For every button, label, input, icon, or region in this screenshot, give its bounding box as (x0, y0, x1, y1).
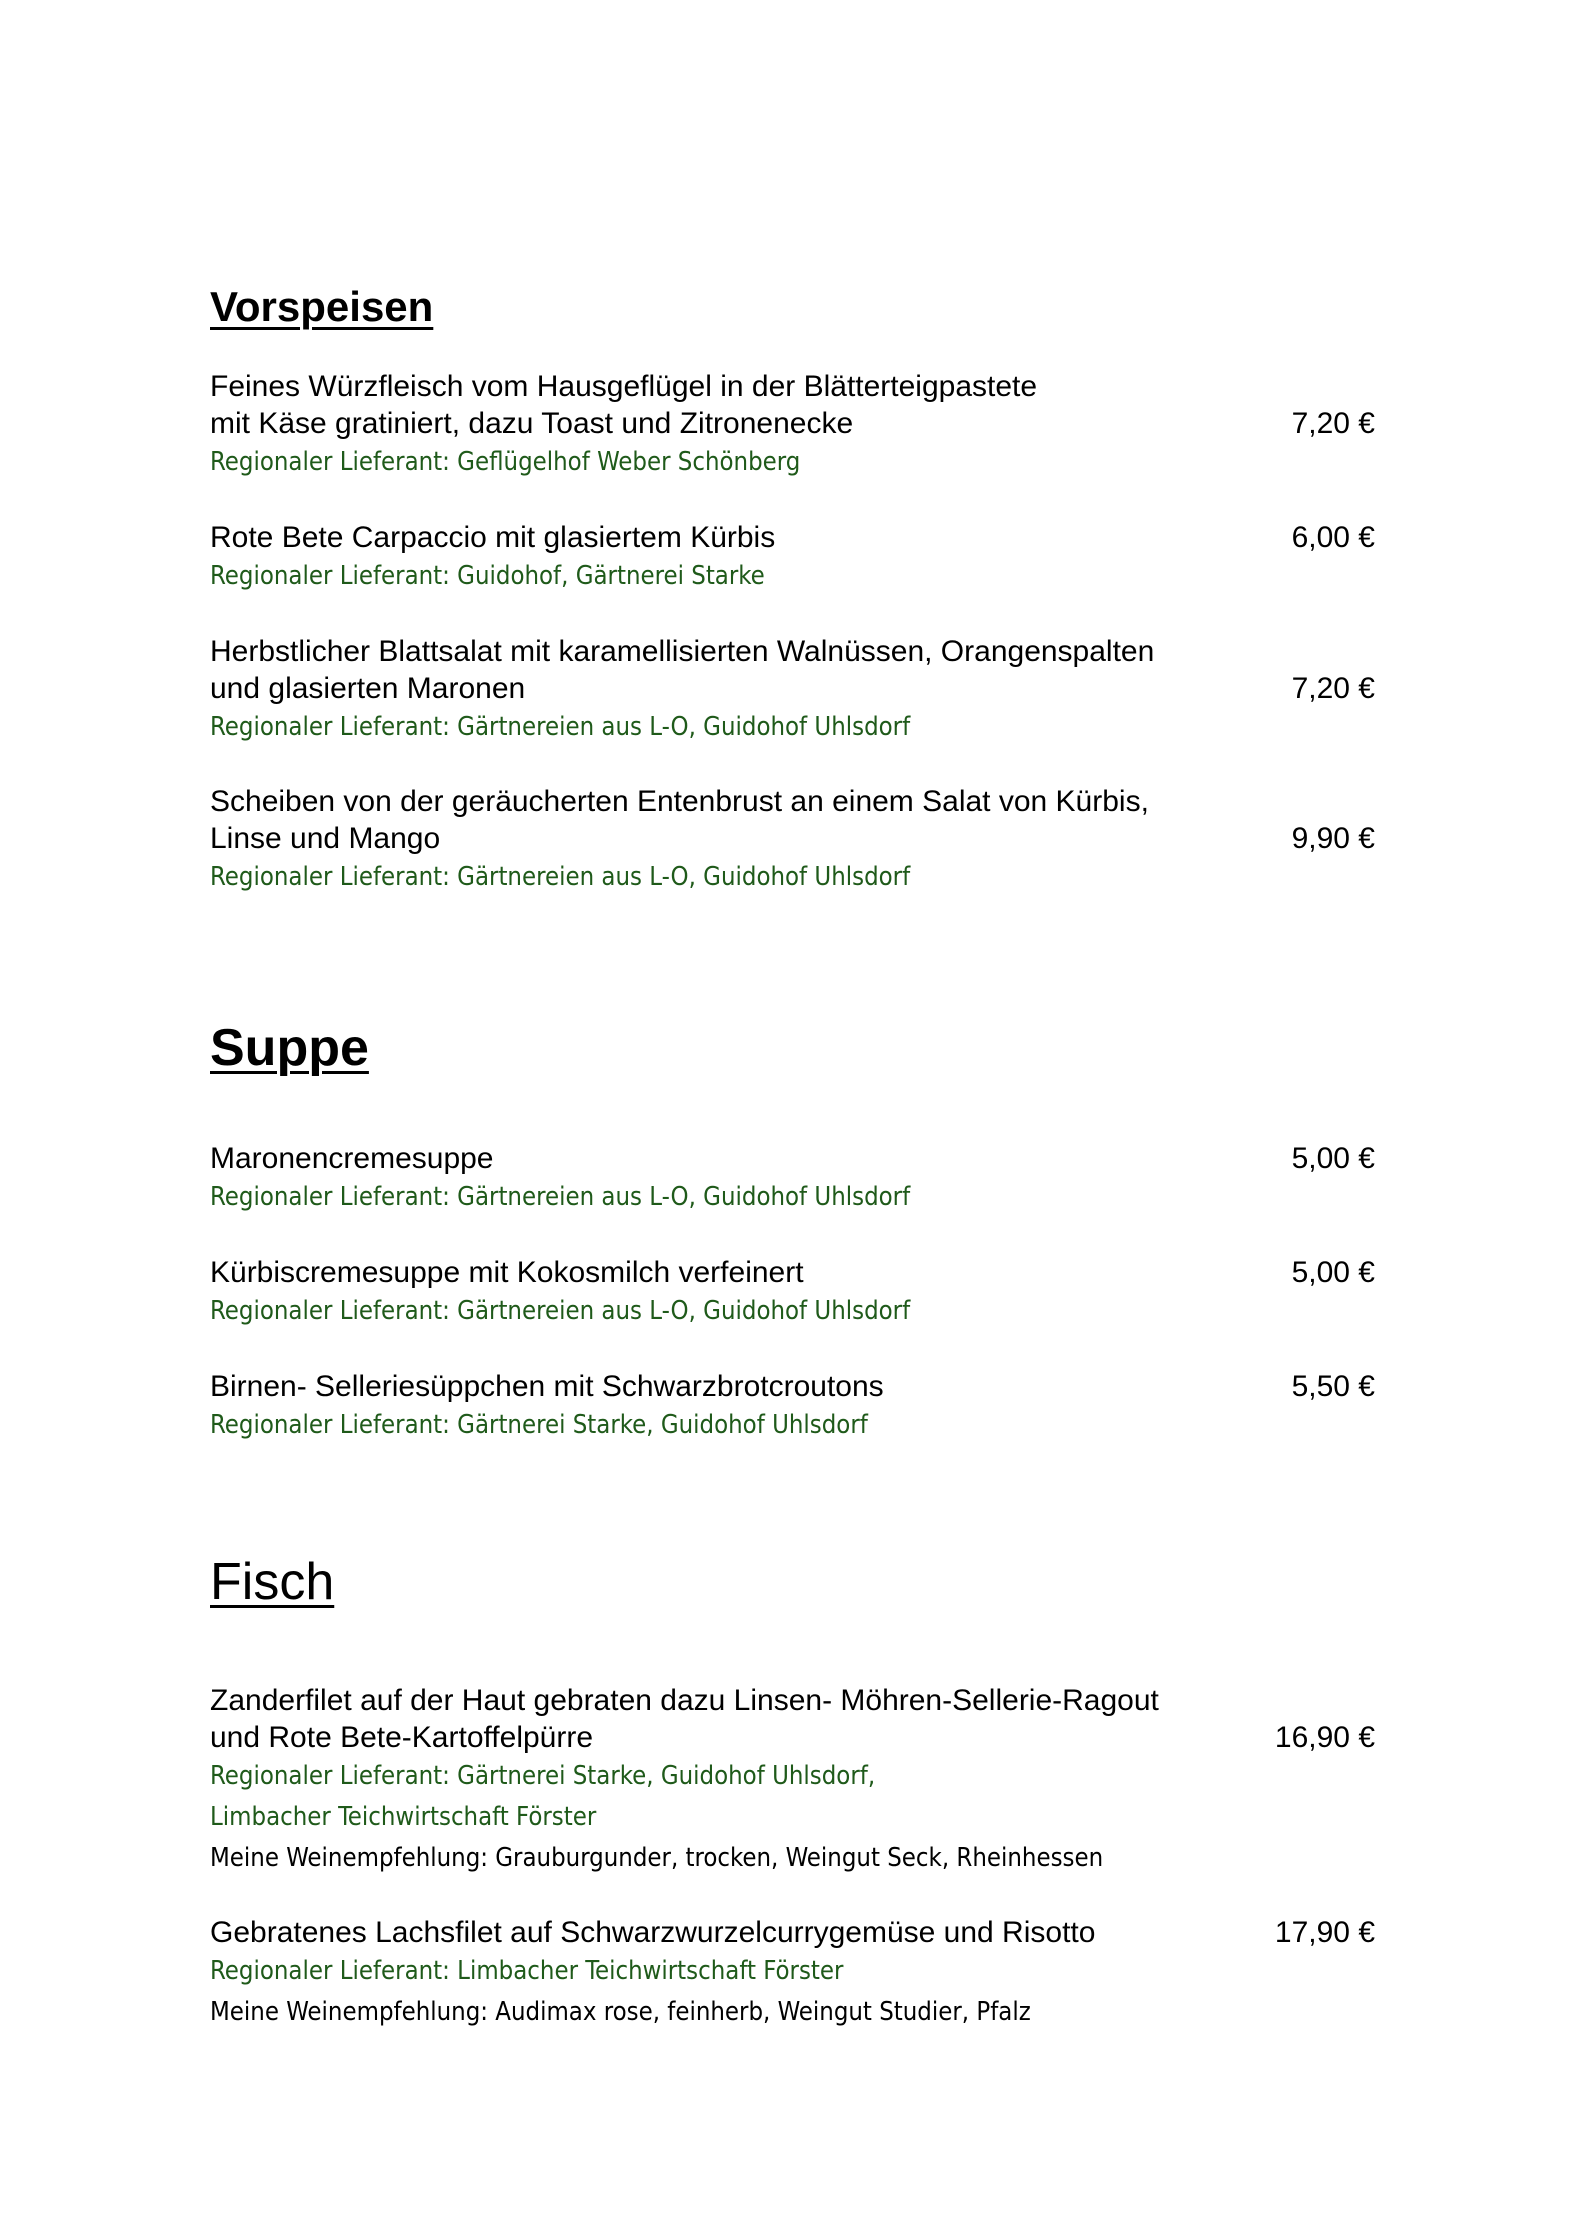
menu-item-row (210, 633, 1375, 707)
menu-item-row (210, 1682, 1375, 1756)
dish-description: und glasierten Maronen (210, 672, 526, 705)
menu-item (210, 1914, 1375, 2033)
dish-description: Gebratenes Lachsfilet auf Schwarzwurzelcurrygemüse und Risotto (210, 1916, 1096, 1949)
dish-description: Zanderfilet auf der Haut gebraten dazu Linsen- Möhren-Sellerie-Ragout (210, 1684, 1159, 1717)
dish-price: 5,00 € (1291, 1256, 1375, 1289)
dish-description: Birnen- Selleriesüppchen mit Schwarzbrotcroutons (210, 1370, 884, 1403)
section-title-suppe: Suppe (210, 1019, 369, 1077)
menu-item (210, 783, 1375, 898)
dish-description: und Rote Bete-Kartoffelpürre (210, 1721, 594, 1754)
supplier-note: Regionaler Lieferant: Limbacher Teichwirtschaft Förster (210, 1956, 844, 1986)
dish-description: Linse und Mango (210, 822, 441, 855)
supplier-note: Regionaler Lieferant: Gärtnereien aus L-O, Guidohof Uhlsdorf (210, 1296, 911, 1326)
menu-item (210, 1140, 1375, 1218)
dish-description: Feines Würzfleisch vom Hausgeflügel in der Blätterteigpastete (210, 370, 1038, 403)
dish-description: mit Käse gratiniert, dazu Toast und Zitronenecke (210, 407, 854, 440)
dish-price: 17,90 € (1274, 1916, 1375, 1949)
menu-item (210, 519, 1375, 597)
supplier-note: Regionaler Lieferant: Gärtnerei Starke, Guidohof Uhlsdorf (210, 1410, 868, 1440)
dish-price: 16,90 € (1274, 1721, 1375, 1754)
dish-price: 7,20 € (1291, 672, 1375, 705)
supplier-note: Regionaler Lieferant: Guidohof, Gärtnerei Starke (210, 561, 765, 591)
supplier-note: Limbacher Teichwirtschaft Förster (210, 1802, 597, 1832)
menu-item (210, 1682, 1375, 1879)
section-title-fisch: Fisch (210, 1553, 335, 1611)
dish-price: 7,20 € (1291, 407, 1375, 440)
dish-price: 6,00 € (1291, 521, 1375, 554)
supplier-note: Regionaler Lieferant: Gärtnerei Starke, Guidohof Uhlsdorf, (210, 1761, 876, 1791)
menu-item (210, 368, 1375, 483)
dish-description: Herbstlicher Blattsalat mit karamellisierten Walnüssen, Orangenspalten (210, 635, 1155, 668)
menu-item-row (210, 368, 1375, 442)
menu-item-row (210, 1914, 1375, 1951)
supplier-note: Regionaler Lieferant: Gärtnereien aus L-O, Guidohof Uhlsdorf (210, 862, 911, 892)
menu-item-row (210, 783, 1375, 857)
menu-item (210, 1254, 1375, 1332)
dish-description: Kürbiscremesuppe mit Kokosmilch verfeinert (210, 1256, 804, 1289)
dish-price: 5,00 € (1291, 1142, 1375, 1175)
menu-item-row (210, 1368, 1375, 1405)
supplier-note: Regionaler Lieferant: Geflügelhof Weber Schönberg (210, 447, 801, 477)
menu-item-row (210, 519, 1375, 556)
supplier-note: Regionaler Lieferant: Gärtnereien aus L-O, Guidohof Uhlsdorf (210, 712, 911, 742)
dish-description: Maronencremesuppe (210, 1142, 494, 1175)
menu-item-row (210, 1254, 1375, 1291)
menu-item (210, 1368, 1375, 1446)
dish-description: Rote Bete Carpaccio mit glasiertem Kürbis (210, 521, 776, 554)
section-title-vorspeisen: Vorspeisen (210, 283, 434, 330)
dish-price: 9,90 € (1291, 822, 1375, 855)
menu-item-row (210, 1140, 1375, 1177)
supplier-note: Regionaler Lieferant: Gärtnereien aus L-O, Guidohof Uhlsdorf (210, 1182, 911, 1212)
dish-description: Scheiben von der geräucherten Entenbrust an einem Salat von Kürbis, (210, 785, 1149, 818)
menu-item (210, 633, 1375, 748)
dish-price: 5,50 € (1291, 1370, 1375, 1403)
wine-recommendation: Meine Weinempfehlung: Grauburgunder, trocken, Weingut Seck, Rheinhessen (210, 1843, 1104, 1873)
wine-recommendation: Meine Weinempfehlung: Audimax rose, feinherb, Weingut Studier, Pfalz (210, 1997, 1031, 2027)
